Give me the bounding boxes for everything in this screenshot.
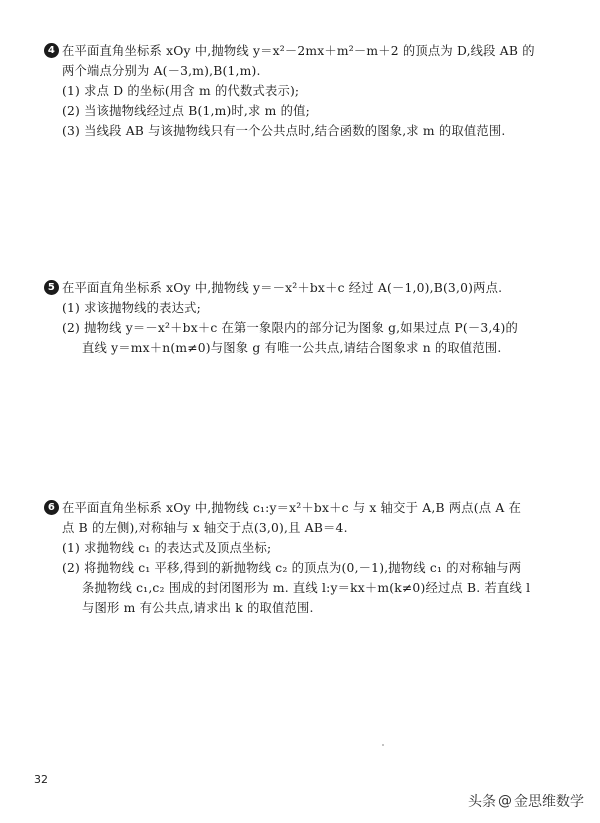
sub-question-2-continued: 与图形 m 有公共点,请求出 k 的取值范围.: [82, 601, 314, 615]
page-number: 32: [34, 773, 48, 786]
problem-number-badge: 6: [44, 500, 59, 515]
problem-stem-line: 点 B 的左侧),对称轴与 x 轴交于点(3,0),且 AB＝4.: [62, 521, 348, 535]
problem-5: [47, 278, 572, 358]
sub-question-2-continued: 直线 y＝mx＋n(m≠0)与图象 g 有唯一公共点,请结合图象求 n 的取值范围.: [82, 341, 502, 355]
sub-question-2: (2) 当该抛物线经过点 B(1,m)时,求 m 的值;: [62, 104, 310, 118]
sub-question-2: (2) 抛物线 y＝－x²＋bx＋c 在第一象限内的部分记为图象 g,如果过点 P(－3,4)的: [62, 321, 518, 335]
problem-4: [47, 41, 572, 141]
scan-speck: [382, 744, 384, 746]
sub-question-2-continued: 条抛物线 c₁,c₂ 围成的封闭图形为 m. 直线 l:y＝kx＋m(k≠0)经过点 B. 若直线 l: [82, 581, 531, 595]
watermark: [468, 791, 584, 811]
sub-question-1: (1) 求该抛物线的表达式;: [62, 301, 201, 315]
problem-6: [47, 498, 572, 618]
problem-stem-line: 在平面直角坐标系 xOy 中,抛物线 c₁:y＝x²＋bx＋c 与 x 轴交于 A,B 两点(点 A 在: [62, 501, 522, 515]
problem-stem-line: 在平面直角坐标系 xOy 中,抛物线 y＝x²－2mx＋m²－m＋2 的顶点为 D,线段 AB 的: [62, 44, 535, 58]
sub-question-1: (1) 求抛物线 c₁ 的表达式及顶点坐标;: [62, 541, 272, 555]
sub-question-3: (3) 当线段 AB 与该抛物线只有一个公共点时,结合函数的图象,求 m 的取值范围.: [62, 124, 506, 138]
watermark-name: 金思维数学: [514, 794, 584, 810]
watermark-prefix: 头条: [468, 794, 496, 810]
sub-question-2: (2) 将抛物线 c₁ 平移,得到的新抛物线 c₂ 的顶点为(0,－1),抛物线 c₁ 的对称轴与两: [62, 561, 522, 575]
problem-number-badge: 4: [44, 43, 59, 58]
sub-question-1: (1) 求点 D 的坐标(用含 m 的代数式表示);: [62, 84, 300, 98]
watermark-at: @: [498, 793, 512, 809]
problem-stem-line: 两个端点分别为 A(－3,m),B(1,m).: [62, 64, 261, 78]
problem-stem-line: 在平面直角坐标系 xOy 中,抛物线 y＝－x²＋bx＋c 经过 A(－1,0),B(3,0)两点.: [62, 281, 503, 295]
problem-number-badge: 5: [44, 280, 59, 295]
